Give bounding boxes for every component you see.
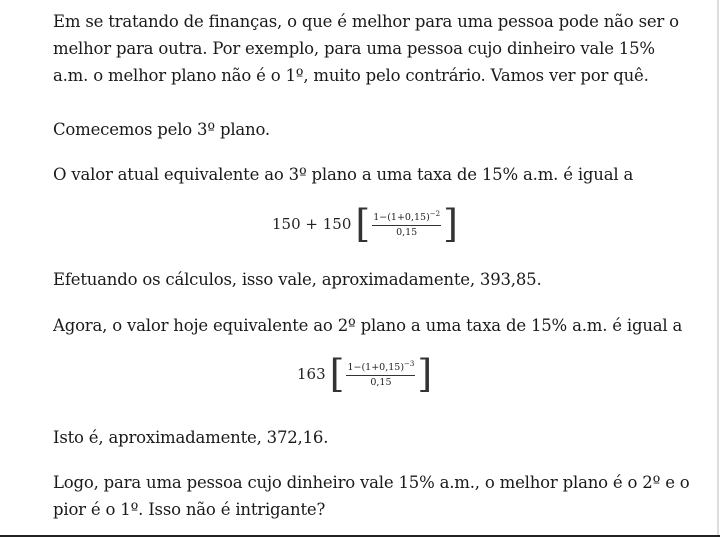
formula-lead: 150 + 150: [272, 215, 352, 233]
paragraph-second-plan-result: Isto é, aproximadamente, 372,16.: [53, 428, 329, 447]
formula-second-plan: [297, 352, 433, 396]
paragraph-third-plan-value: O valor atual equivalente ao 3º plano a uma taxa de 15% a.m. é igual a: [53, 165, 634, 184]
formula-third-plan: [272, 202, 458, 246]
paragraph-intro: Em se tratando de finanças, o que é melhor para uma pessoa pode não ser o melhor para outra. Por exemplo, para uma pessoa cujo dinheiro vale 15% a.m. o melhor plano não é o 1º, muito pelo contrário. Vamos ver por quê.: [53, 12, 679, 85]
formula-denominator: 0,15: [370, 376, 392, 388]
paragraph-second-plan-value: Agora, o valor hoje equivalente ao 2º plano a uma taxa de 15% a.m. é igual a: [53, 316, 683, 335]
paragraph-conclusion: Logo, para uma pessoa cujo dinheiro vale 15% a.m., o melhor plano é o 2º e o pior é o 1º. Isso não é intrigante?: [53, 473, 690, 519]
formula-numerator: 1−(1+0,15): [347, 362, 405, 374]
page-right-border: [717, 0, 719, 537]
formula-bracket: [ $\frac{1-(1+0,15)^{-3}}{0,15}$ ]: [329, 352, 433, 396]
formula-lead: 163: [297, 365, 326, 383]
formula-exponent: −3: [404, 360, 415, 369]
formula-fraction: [346, 360, 415, 387]
page-bottom-border: [0, 535, 720, 537]
paragraph-third-plan: Comecemos pelo 3º plano.: [53, 120, 270, 139]
formula-denominator: 0,15: [396, 226, 418, 238]
formula-numerator: 1−(1+0,15): [373, 212, 430, 224]
paragraph-third-plan-result: Efetuando os cálculos, isso vale, aproximadamente, 393,85.: [53, 270, 542, 289]
formula-bracket: [ $\frac{1-(1+0,15)^{-2}}{0,15}$ ]: [355, 202, 458, 246]
formula-fraction: [372, 210, 441, 237]
formula-exponent: −2: [429, 210, 441, 219]
